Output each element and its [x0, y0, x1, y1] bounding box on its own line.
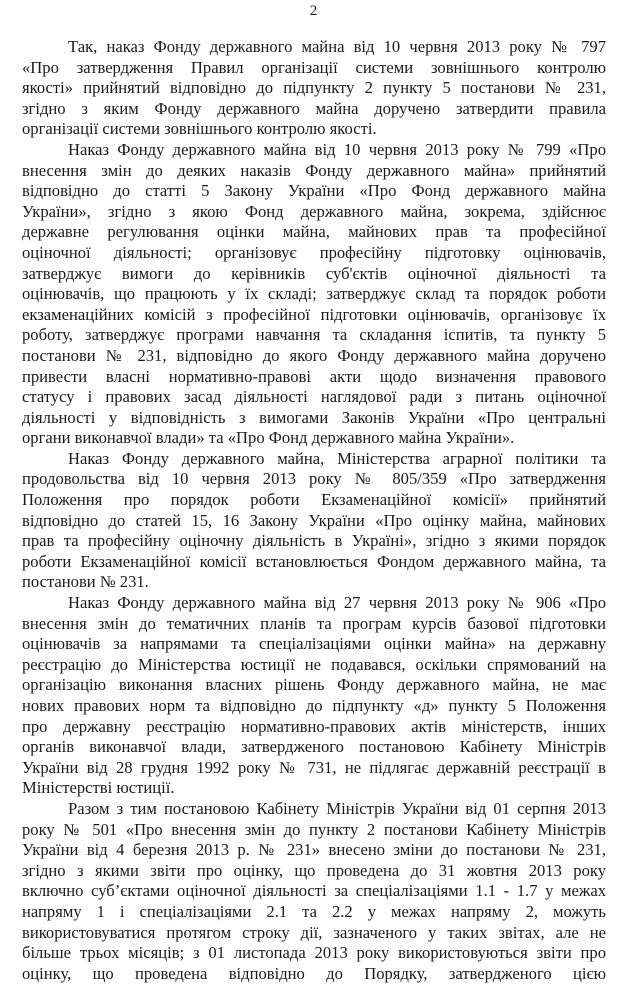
paragraph — [22, 140, 606, 449]
text-line: роботи Екзаменаційної комісії встановлюється Фондом державного майна, та — [22, 551, 606, 571]
paragraph — [22, 449, 606, 593]
text-line: Положення про порядок роботи Екзаменаційної комісії» прийнятий — [22, 490, 606, 510]
text-line: внесення змін до деяких наказів Фонду державного майна» прийнятий — [22, 160, 606, 180]
text-line: використовуватися протягом строку дії, зазначеного у таких звітах, але не — [22, 922, 606, 942]
text-line: України від 4 березня 2013 р. № 231» внесено зміни до постанови № 231, — [22, 840, 606, 860]
text-line: організацію виконання власних рішень Фонду державного майна, не має — [22, 675, 606, 695]
paragraph — [22, 593, 606, 799]
text-line: органи виконавчої влади» та «Про Фонд державного майна України». — [22, 428, 515, 448]
text-line: реєстрацію до Міністерства юстиції не подавався, оскільки спрямований на — [22, 654, 606, 674]
text-line: включно суб’єктами оціночної діяльності за спеціалізаціями 1.1 - 1.7 у межах — [22, 881, 606, 901]
text-line: оцінювачів, що працюють у їх складі; затверджує склад та порядок роботи — [22, 284, 606, 304]
text-line: більше трьох місяців; з 01 листопада 2013 року використовуються звіти про — [22, 943, 606, 963]
text-line: нових правових норм та відповідно до підпункту «д» пункту 5 Положення — [22, 696, 606, 715]
text-line: діяльності у відповідність з вимогами Законів України «Про центральні — [22, 407, 606, 427]
text-line: напряму 1 і спеціалізаціями 2.1 та 2.2 у межах напряму 2, можуть — [22, 901, 606, 921]
text-line: затверджує вимоги до керівників суб'єктів оціночної діяльності та — [22, 263, 606, 283]
text-line: України», згідно з якою Фонд державного майна, зокрема, здійснює — [22, 201, 606, 221]
text-line: згідно з яким Фонду державного майна доручено затвердити правила — [22, 98, 606, 118]
text-line: статусу і правових засад діяльності наглядової ради з питань оціночної — [22, 387, 606, 407]
text-line: прав та професійну оціночну діяльність в Україні», згідно з якими порядок — [22, 531, 606, 551]
text-line: Разом з тим постановою Кабінету Міністрів України від 01 серпня 2013 — [68, 798, 606, 818]
text-line: оцінювачів за напрямами та спеціалізаціями оцінки майна» на державну — [22, 634, 606, 654]
text-line: постанови № 231. — [22, 572, 149, 592]
text-line: відповідно до статей 15, 16 Закону України «Про оцінку майна, майнових — [22, 510, 606, 530]
text-line: Наказ Фонду державного майна від 10 червня 2013 року № 799 «Про — [68, 139, 606, 159]
text-line: якості» прийнятий відповідно до підпункту 2 пункту 5 постанови № 231, — [22, 78, 606, 98]
text-line: внесення змін до тематичних планів та програм курсів базової підготовки — [22, 613, 606, 633]
document-body — [22, 37, 606, 984]
text-line: «Про затвердження Правил організації системи зовнішнього контролю — [22, 57, 606, 77]
text-line: постанови № 231, відповідно до якого Фонду державного майна доручено — [22, 345, 606, 365]
text-line: державне регулювання оцінки майна, майнових прав та професійної — [22, 222, 606, 242]
text-line: роботу, затверджує програми навчання та складання іспитів, та пункту 5 — [22, 325, 606, 345]
text-line: органів виконавчої влади, затвердженого постановою Кабінету Міністрів — [22, 737, 606, 757]
text-line: згідно з якими звіти про оцінку, що проведена до 31 жовтня 2013 року — [22, 860, 606, 880]
page-number: 2 — [309, 3, 318, 19]
text-line: про державну реєстрацію нормативно-правових актів міністерств, інших — [22, 716, 606, 736]
paragraph — [22, 799, 606, 984]
text-line: Наказ Фонду державного майна, Міністерства аграрної політики та — [68, 448, 606, 468]
text-line: продовольства від 10 червня 2013 року № 805/359 «Про затвердження — [22, 469, 606, 489]
text-line: екзаменаційних комісій з професійної підготовки оцінювачів, організовує їх — [22, 304, 606, 324]
text-line: України від 28 грудня 1992 року № 731, не підлягає державній реєстрації в — [22, 757, 606, 777]
paragraph — [22, 37, 606, 140]
text-line: відповідно до статті 5 Закону України «Про Фонд державного майна — [22, 181, 606, 201]
text-line: Міністерстві юстиції. — [22, 778, 175, 798]
text-line: Наказ Фонду державного майна від 27 червня 2013 року № 906 «Про — [68, 593, 606, 613]
text-line: року № 501 «Про внесення змін до пункту 2 постанови Кабінету Міністрів — [22, 819, 606, 839]
text-line: привести власні нормативно-правові акти щодо визначення правового — [22, 366, 606, 386]
text-line: організації системи зовнішнього контролю якості. — [22, 119, 377, 139]
text-line: оцінку, що проведена відповідно до Порядку, затвердженого цією — [22, 963, 606, 983]
text-line: Так, наказ Фонду державного майна від 10 червня 2013 року № 797 — [68, 37, 606, 56]
text-line: оціночної діяльності; організовує професійну підготовку оцінювачів, — [22, 242, 606, 262]
